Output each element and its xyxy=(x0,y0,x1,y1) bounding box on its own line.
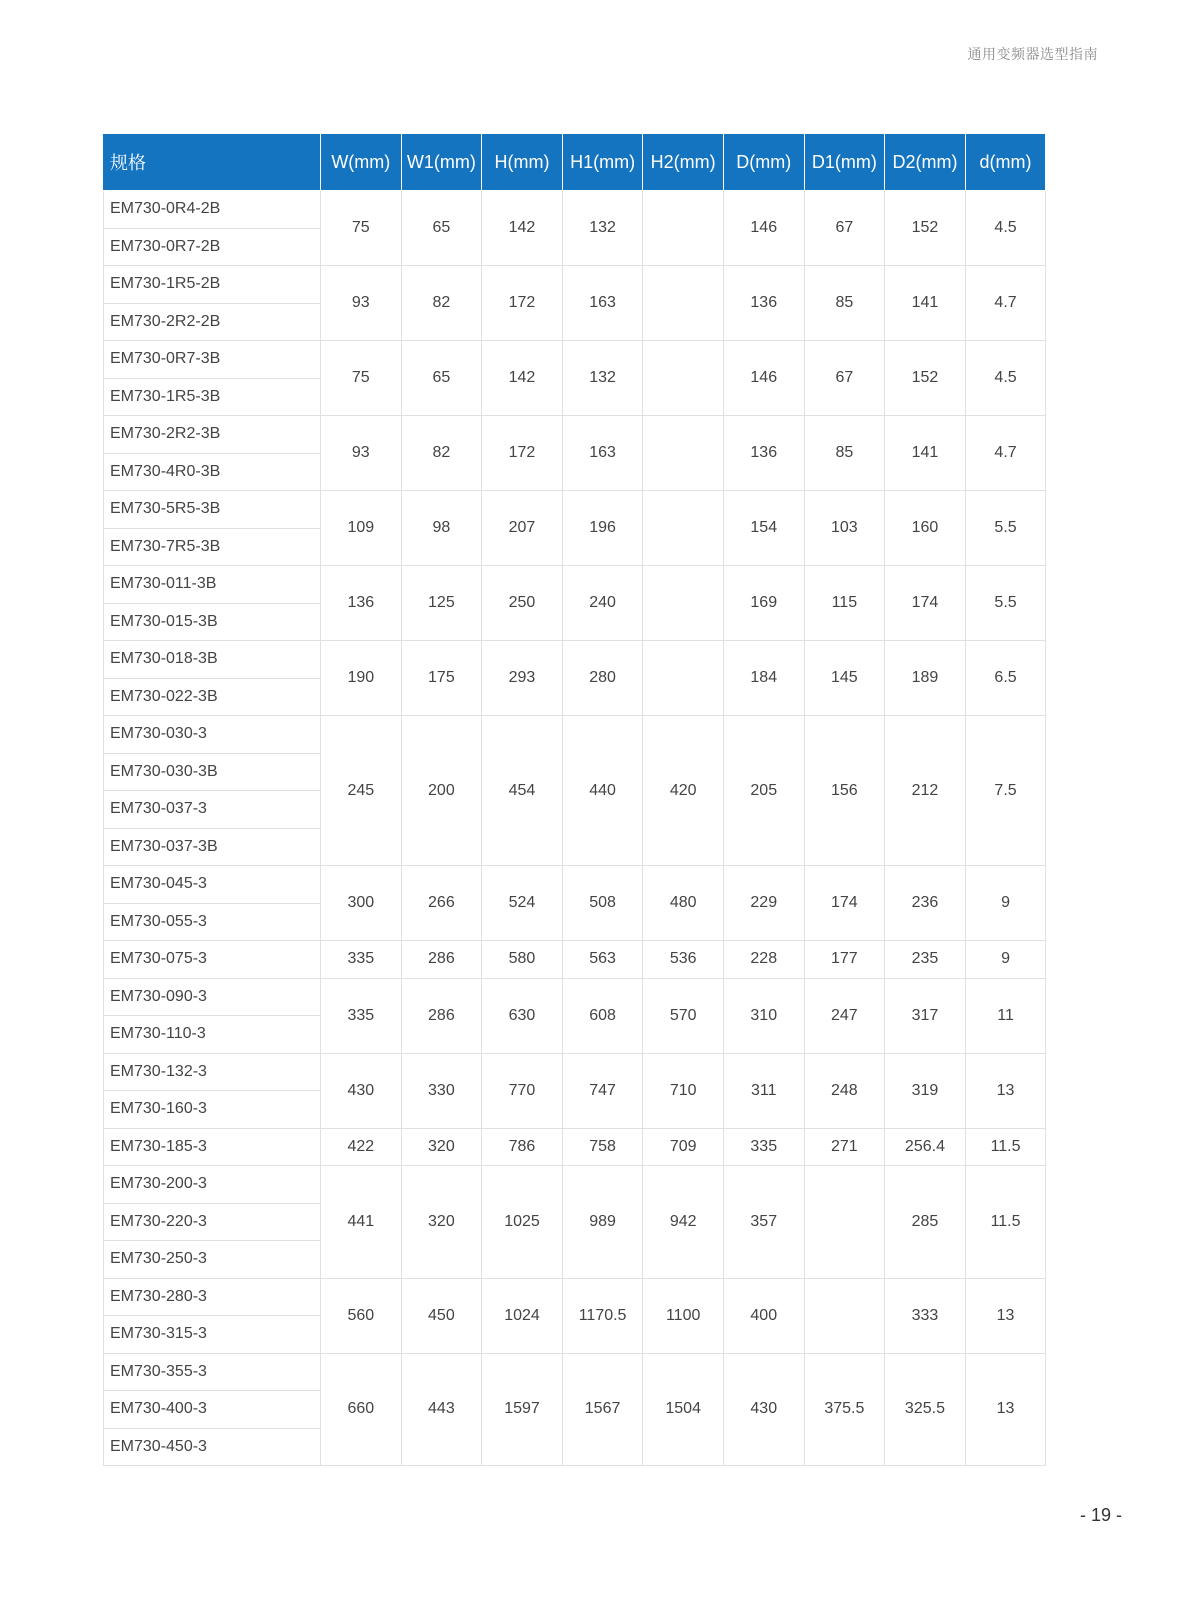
dimension-cell: 709 xyxy=(643,1128,724,1166)
dimension-cell: 335 xyxy=(321,978,402,1053)
column-header-dimension: H2(mm) xyxy=(643,134,724,191)
dimension-cell: 152 xyxy=(885,341,966,416)
model-cell: EM730-4R0-3B xyxy=(104,453,321,491)
dimension-cell: 524 xyxy=(482,866,563,941)
dimension-cell xyxy=(643,416,724,491)
dimension-cell: 5.5 xyxy=(965,491,1046,566)
dimension-cell: 11.5 xyxy=(965,1128,1046,1166)
model-cell: EM730-015-3B xyxy=(104,603,321,641)
model-cell: EM730-2R2-3B xyxy=(104,416,321,454)
model-cell: EM730-400-3 xyxy=(104,1391,321,1429)
dimension-cell: 422 xyxy=(321,1128,402,1166)
model-cell: EM730-037-3B xyxy=(104,828,321,866)
dimension-cell: 320 xyxy=(401,1166,482,1279)
dimension-cell: 1024 xyxy=(482,1278,563,1353)
dimension-cell xyxy=(804,1278,885,1353)
model-cell: EM730-132-3 xyxy=(104,1053,321,1091)
dimension-cell xyxy=(643,641,724,716)
running-header-title: 通用变频器选型指南 xyxy=(967,46,1098,62)
dimensions-table xyxy=(103,133,1046,1466)
column-header-model: 规格 xyxy=(104,134,321,191)
model-cell: EM730-045-3 xyxy=(104,866,321,904)
dimension-cell: 174 xyxy=(885,566,966,641)
dimension-cell: 285 xyxy=(885,1166,966,1279)
dimension-cell xyxy=(643,191,724,266)
dimension-cell: 4.5 xyxy=(965,191,1046,266)
model-cell: EM730-280-3 xyxy=(104,1278,321,1316)
table-row xyxy=(104,341,1046,379)
dimension-cell: 536 xyxy=(643,941,724,979)
model-cell: EM730-355-3 xyxy=(104,1353,321,1391)
column-header-dimension: H(mm) xyxy=(482,134,563,191)
dimension-cell: 85 xyxy=(804,416,885,491)
dimension-cell: 454 xyxy=(482,716,563,866)
dimension-cell: 4.7 xyxy=(965,266,1046,341)
dimension-cell: 400 xyxy=(723,1278,804,1353)
table-row xyxy=(104,1128,1046,1166)
dimension-cell: 163 xyxy=(562,266,643,341)
dimension-cell: 335 xyxy=(321,941,402,979)
dimension-cell: 13 xyxy=(965,1053,1046,1128)
dimension-cell: 190 xyxy=(321,641,402,716)
table-row xyxy=(104,266,1046,304)
model-cell: EM730-450-3 xyxy=(104,1428,321,1466)
dimension-cell: 207 xyxy=(482,491,563,566)
model-cell: EM730-0R7-3B xyxy=(104,341,321,379)
model-cell: EM730-220-3 xyxy=(104,1203,321,1241)
dimension-cell: 443 xyxy=(401,1353,482,1466)
dimension-cell: 942 xyxy=(643,1166,724,1279)
dimension-cell: 271 xyxy=(804,1128,885,1166)
dimension-cell: 330 xyxy=(401,1053,482,1128)
dimension-cell: 205 xyxy=(723,716,804,866)
dimension-cell: 710 xyxy=(643,1053,724,1128)
model-cell: EM730-2R2-2B xyxy=(104,303,321,341)
dimension-cell: 200 xyxy=(401,716,482,866)
dimension-cell: 98 xyxy=(401,491,482,566)
dimension-cell: 11.5 xyxy=(965,1166,1046,1279)
dimension-cell: 770 xyxy=(482,1053,563,1128)
dimension-cell: 212 xyxy=(885,716,966,866)
model-cell: EM730-055-3 xyxy=(104,903,321,941)
dimension-cell: 172 xyxy=(482,416,563,491)
model-cell: EM730-075-3 xyxy=(104,941,321,979)
column-header-dimension: W1(mm) xyxy=(401,134,482,191)
dimension-cell xyxy=(643,341,724,416)
dimension-cell: 93 xyxy=(321,266,402,341)
dimension-cell: 136 xyxy=(321,566,402,641)
dimension-cell: 141 xyxy=(885,266,966,341)
dimension-cell: 293 xyxy=(482,641,563,716)
dimension-cell: 280 xyxy=(562,641,643,716)
dimension-cell: 245 xyxy=(321,716,402,866)
dimension-cell: 160 xyxy=(885,491,966,566)
model-cell: EM730-090-3 xyxy=(104,978,321,1016)
dimension-cell: 141 xyxy=(885,416,966,491)
table-row xyxy=(104,416,1046,454)
model-cell: EM730-1R5-3B xyxy=(104,378,321,416)
dimension-cell: 248 xyxy=(804,1053,885,1128)
dimension-cell: 300 xyxy=(321,866,402,941)
dimension-cell: 236 xyxy=(885,866,966,941)
table-row xyxy=(104,716,1046,754)
dimension-cell xyxy=(804,1166,885,1279)
model-cell: EM730-200-3 xyxy=(104,1166,321,1204)
dimension-cell: 357 xyxy=(723,1166,804,1279)
model-cell: EM730-018-3B xyxy=(104,641,321,679)
dimension-cell: 9 xyxy=(965,866,1046,941)
dimension-cell: 115 xyxy=(804,566,885,641)
model-cell: EM730-250-3 xyxy=(104,1241,321,1279)
table-row xyxy=(104,1166,1046,1204)
dimension-cell: 13 xyxy=(965,1353,1046,1466)
dimension-cell: 6.5 xyxy=(965,641,1046,716)
dimension-cell: 430 xyxy=(321,1053,402,1128)
dimension-cell: 228 xyxy=(723,941,804,979)
dimension-cell: 75 xyxy=(321,341,402,416)
column-header-dimension: H1(mm) xyxy=(562,134,643,191)
dimension-cell: 1597 xyxy=(482,1353,563,1466)
model-cell: EM730-110-3 xyxy=(104,1016,321,1054)
dimension-cell: 172 xyxy=(482,266,563,341)
dimension-cell: 82 xyxy=(401,266,482,341)
header-row xyxy=(104,134,1046,191)
dimension-cell: 320 xyxy=(401,1128,482,1166)
dimension-cell: 286 xyxy=(401,941,482,979)
dimension-cell: 65 xyxy=(401,341,482,416)
dimension-cell: 747 xyxy=(562,1053,643,1128)
dimension-cell: 286 xyxy=(401,978,482,1053)
model-cell: EM730-011-3B xyxy=(104,566,321,604)
dimension-cell: 1025 xyxy=(482,1166,563,1279)
table-row xyxy=(104,566,1046,604)
table-body xyxy=(104,191,1046,1466)
dimension-cell: 177 xyxy=(804,941,885,979)
table-row xyxy=(104,191,1046,229)
model-cell: EM730-022-3B xyxy=(104,678,321,716)
dimension-cell: 317 xyxy=(885,978,966,1053)
dimension-cell: 310 xyxy=(723,978,804,1053)
dimension-cell: 85 xyxy=(804,266,885,341)
table-header xyxy=(104,134,1046,191)
model-cell: EM730-160-3 xyxy=(104,1091,321,1129)
model-cell: EM730-030-3 xyxy=(104,716,321,754)
dimension-cell: 335 xyxy=(723,1128,804,1166)
dimension-cell: 145 xyxy=(804,641,885,716)
dimension-cell: 142 xyxy=(482,341,563,416)
dimension-cell: 247 xyxy=(804,978,885,1053)
dimension-cell: 65 xyxy=(401,191,482,266)
model-cell: EM730-0R7-2B xyxy=(104,228,321,266)
dimension-cell: 630 xyxy=(482,978,563,1053)
dimension-cell: 375.5 xyxy=(804,1353,885,1466)
model-cell: EM730-5R5-3B xyxy=(104,491,321,529)
table-row xyxy=(104,978,1046,1016)
dimension-cell: 75 xyxy=(321,191,402,266)
dimension-cell: 608 xyxy=(562,978,643,1053)
page-number: - 19 - xyxy=(1079,1505,1122,1525)
dimension-cell: 325.5 xyxy=(885,1353,966,1466)
dimension-cell: 235 xyxy=(885,941,966,979)
model-cell: EM730-037-3 xyxy=(104,791,321,829)
dimension-cell: 11 xyxy=(965,978,1046,1053)
dimension-cell: 758 xyxy=(562,1128,643,1166)
dimension-cell: 189 xyxy=(885,641,966,716)
dimension-cell: 67 xyxy=(804,341,885,416)
dimension-cell: 440 xyxy=(562,716,643,866)
dimension-cell xyxy=(643,266,724,341)
dimension-cell: 184 xyxy=(723,641,804,716)
column-header-dimension: D1(mm) xyxy=(804,134,885,191)
dimension-cell: 989 xyxy=(562,1166,643,1279)
dimension-cell: 132 xyxy=(562,341,643,416)
dimension-cell: 103 xyxy=(804,491,885,566)
column-header-dimension: D(mm) xyxy=(723,134,804,191)
dimension-cell: 132 xyxy=(562,191,643,266)
model-cell: EM730-0R4-2B xyxy=(104,191,321,229)
dimension-cell: 319 xyxy=(885,1053,966,1128)
dimension-cell: 250 xyxy=(482,566,563,641)
dimension-cell: 136 xyxy=(723,266,804,341)
dimension-cell: 163 xyxy=(562,416,643,491)
dimension-cell: 93 xyxy=(321,416,402,491)
dimension-cell: 508 xyxy=(562,866,643,941)
dimension-cell: 480 xyxy=(643,866,724,941)
model-cell: EM730-7R5-3B xyxy=(104,528,321,566)
dimension-cell: 109 xyxy=(321,491,402,566)
table-row xyxy=(104,1353,1046,1391)
model-cell: EM730-030-3B xyxy=(104,753,321,791)
dimension-cell: 1100 xyxy=(643,1278,724,1353)
dimension-cell xyxy=(643,491,724,566)
dimension-cell: 450 xyxy=(401,1278,482,1353)
dimension-cell: 5.5 xyxy=(965,566,1046,641)
column-header-dimension: W(mm) xyxy=(321,134,402,191)
dimension-cell: 156 xyxy=(804,716,885,866)
dimension-cell: 1567 xyxy=(562,1353,643,1466)
table-row xyxy=(104,1053,1046,1091)
dimension-cell: 333 xyxy=(885,1278,966,1353)
dimension-cell: 580 xyxy=(482,941,563,979)
dimension-cell: 420 xyxy=(643,716,724,866)
dimension-cell: 125 xyxy=(401,566,482,641)
dimension-cell: 152 xyxy=(885,191,966,266)
dimension-cell: 311 xyxy=(723,1053,804,1128)
dimension-cell: 430 xyxy=(723,1353,804,1466)
dimension-cell: 154 xyxy=(723,491,804,566)
table-row xyxy=(104,1278,1046,1316)
dimension-cell: 4.5 xyxy=(965,341,1046,416)
dimension-cell: 82 xyxy=(401,416,482,491)
dimension-cell xyxy=(643,566,724,641)
dimension-cell: 560 xyxy=(321,1278,402,1353)
dimension-cell: 256.4 xyxy=(885,1128,966,1166)
dimension-cell: 660 xyxy=(321,1353,402,1466)
table-row xyxy=(104,491,1046,529)
dimension-cell: 136 xyxy=(723,416,804,491)
table-row xyxy=(104,866,1046,904)
dimension-cell: 7.5 xyxy=(965,716,1046,866)
model-cell: EM730-315-3 xyxy=(104,1316,321,1354)
dimension-cell: 1504 xyxy=(643,1353,724,1466)
dimension-cell: 240 xyxy=(562,566,643,641)
column-header-dimension: D2(mm) xyxy=(885,134,966,191)
table-row xyxy=(104,941,1046,979)
dimension-cell: 146 xyxy=(723,341,804,416)
dimension-cell: 563 xyxy=(562,941,643,979)
dimension-cell: 570 xyxy=(643,978,724,1053)
dimension-cell: 266 xyxy=(401,866,482,941)
dimension-cell: 169 xyxy=(723,566,804,641)
dimension-cell: 146 xyxy=(723,191,804,266)
dimension-cell: 4.7 xyxy=(965,416,1046,491)
dimension-cell: 9 xyxy=(965,941,1046,979)
model-cell: EM730-185-3 xyxy=(104,1128,321,1166)
dimension-cell: 13 xyxy=(965,1278,1046,1353)
dimension-cell: 142 xyxy=(482,191,563,266)
dimension-cell: 175 xyxy=(401,641,482,716)
dimension-cell: 174 xyxy=(804,866,885,941)
dimension-cell: 196 xyxy=(562,491,643,566)
dimension-cell: 229 xyxy=(723,866,804,941)
dimension-cell: 67 xyxy=(804,191,885,266)
dimension-cell: 441 xyxy=(321,1166,402,1279)
column-header-dimension: d(mm) xyxy=(965,134,1046,191)
model-cell: EM730-1R5-2B xyxy=(104,266,321,304)
dimension-cell: 786 xyxy=(482,1128,563,1166)
table-row xyxy=(104,641,1046,679)
dimension-cell: 1170.5 xyxy=(562,1278,643,1353)
